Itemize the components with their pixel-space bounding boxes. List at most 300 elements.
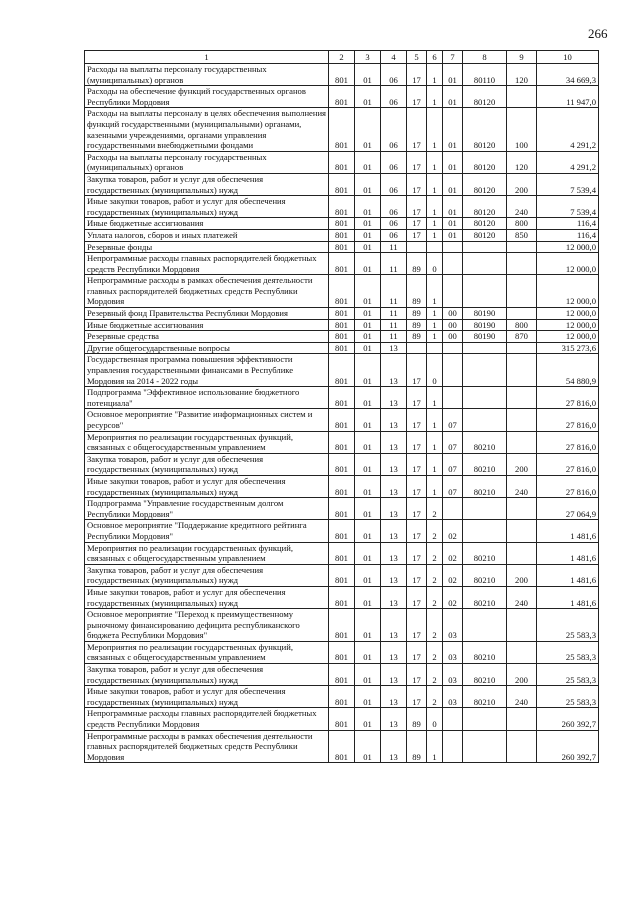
cell-section: 01 [355, 108, 381, 151]
cell-direction: 80120 [463, 218, 507, 230]
cell-name: Основное мероприятие "Поддержание кредитного рейтинга Республики Мордовия" [85, 520, 329, 542]
cell-subprogram: 1 [427, 409, 443, 431]
cell-program: 17 [407, 86, 427, 108]
cell-name: Иные закупки товаров, работ и услуг для обеспечения государственных (муниципальных) нужд [85, 686, 329, 708]
cell-ministry: 801 [329, 498, 355, 520]
cell-direction [463, 409, 507, 431]
cell-amount: 1 481,6 [537, 520, 599, 542]
cell-subprogram: 1 [427, 730, 443, 763]
cell-expense-type: 120 [507, 64, 537, 86]
cell-direction: 80190 [463, 331, 507, 343]
cell-name: Другие общегосударственные вопросы [85, 342, 329, 354]
cell-ministry: 801 [329, 453, 355, 475]
cell-subprogram: 1 [427, 64, 443, 86]
table-row [85, 730, 599, 763]
cell-section: 01 [355, 564, 381, 586]
cell-section: 01 [355, 241, 381, 253]
cell-program: 17 [407, 64, 427, 86]
cell-activity: 07 [443, 453, 463, 475]
table-row [85, 308, 599, 320]
cell-program: 17 [407, 609, 427, 642]
table-row [85, 331, 599, 343]
cell-ministry: 801 [329, 387, 355, 409]
table-row [85, 173, 599, 195]
cell-name: Мероприятия по реализации государственных функций, связанных с общегосударственным управлением [85, 431, 329, 453]
page-number: 266 [588, 26, 608, 41]
cell-subsection: 06 [381, 218, 407, 230]
cell-direction [463, 354, 507, 387]
cell-direction [463, 253, 507, 275]
cell-expense-type [507, 86, 537, 108]
cell-section: 01 [355, 664, 381, 686]
cell-subprogram: 2 [427, 664, 443, 686]
cell-expense-type [507, 431, 537, 453]
cell-activity [443, 342, 463, 354]
cell-ministry: 801 [329, 409, 355, 431]
cell-direction: 80190 [463, 308, 507, 320]
cell-program: 89 [407, 319, 427, 331]
cell-direction: 80210 [463, 664, 507, 686]
cell-subsection: 13 [381, 686, 407, 708]
cell-activity [443, 354, 463, 387]
cell-ministry: 801 [329, 342, 355, 354]
cell-section: 01 [355, 708, 381, 730]
cell-subprogram: 2 [427, 564, 443, 586]
column-header: 3 [355, 51, 381, 64]
cell-amount: 4 291,2 [537, 151, 599, 173]
cell-subsection: 13 [381, 498, 407, 520]
cell-ministry: 801 [329, 196, 355, 218]
cell-subsection: 13 [381, 542, 407, 564]
cell-ministry: 801 [329, 564, 355, 586]
cell-subprogram [427, 241, 443, 253]
cell-section: 01 [355, 498, 381, 520]
cell-amount: 12 000,0 [537, 319, 599, 331]
cell-amount: 25 583,3 [537, 664, 599, 686]
cell-subprogram: 1 [427, 308, 443, 320]
cell-section: 01 [355, 354, 381, 387]
table-row [85, 686, 599, 708]
cell-activity: 02 [443, 542, 463, 564]
cell-expense-type [507, 708, 537, 730]
cell-subprogram: 1 [427, 108, 443, 151]
cell-subsection: 13 [381, 520, 407, 542]
cell-subsection: 11 [381, 331, 407, 343]
cell-ministry: 801 [329, 86, 355, 108]
cell-expense-type: 240 [507, 586, 537, 608]
table-row [85, 609, 599, 642]
cell-name: Резервные фонды [85, 241, 329, 253]
cell-subprogram: 2 [427, 686, 443, 708]
cell-program: 17 [407, 520, 427, 542]
cell-name: Мероприятия по реализации государственных функций, связанных с общегосударственным управлением [85, 542, 329, 564]
table-row [85, 229, 599, 241]
cell-direction: 80210 [463, 564, 507, 586]
cell-ministry: 801 [329, 586, 355, 608]
cell-subsection: 13 [381, 586, 407, 608]
cell-program: 17 [407, 686, 427, 708]
cell-direction: 80210 [463, 475, 507, 497]
cell-subprogram: 0 [427, 354, 443, 387]
cell-program: 89 [407, 331, 427, 343]
cell-program: 17 [407, 229, 427, 241]
table-row [85, 86, 599, 108]
cell-amount: 27 064,9 [537, 498, 599, 520]
cell-activity: 07 [443, 475, 463, 497]
cell-amount: 25 583,3 [537, 609, 599, 642]
cell-subprogram: 1 [427, 151, 443, 173]
table-row [85, 218, 599, 230]
cell-direction [463, 730, 507, 763]
cell-ministry: 801 [329, 664, 355, 686]
cell-expense-type [507, 275, 537, 308]
cell-direction: 80120 [463, 196, 507, 218]
cell-subsection: 13 [381, 664, 407, 686]
cell-section: 01 [355, 196, 381, 218]
cell-name: Непрограммные расходы в рамках обеспечения деятельности главных распорядителей бюджетных средств Республики Мордовия [85, 730, 329, 763]
cell-name: Иные закупки товаров, работ и услуг для обеспечения государственных (муниципальных) нужд [85, 586, 329, 608]
cell-section: 01 [355, 609, 381, 642]
cell-direction: 80110 [463, 64, 507, 86]
cell-direction: 80120 [463, 86, 507, 108]
cell-amount: 27 816,0 [537, 409, 599, 431]
cell-program: 17 [407, 218, 427, 230]
table-row [85, 664, 599, 686]
cell-activity: 03 [443, 609, 463, 642]
cell-expense-type [507, 342, 537, 354]
cell-activity: 07 [443, 431, 463, 453]
table-row [85, 586, 599, 608]
table-row [85, 564, 599, 586]
cell-subprogram: 1 [427, 431, 443, 453]
column-header: 7 [443, 51, 463, 64]
cell-direction [463, 275, 507, 308]
cell-subsection: 11 [381, 275, 407, 308]
cell-name: Непрограммные расходы в рамках обеспечения деятельности главных распорядителей бюджетных средств Республики Мордовия [85, 275, 329, 308]
table-row [85, 64, 599, 86]
cell-subsection: 11 [381, 308, 407, 320]
cell-name: Непрограммные расходы главных распорядителей бюджетных средств Республики Мордовия [85, 708, 329, 730]
cell-activity [443, 708, 463, 730]
cell-section: 01 [355, 342, 381, 354]
cell-section: 01 [355, 520, 381, 542]
cell-expense-type: 870 [507, 331, 537, 343]
table-row [85, 108, 599, 151]
cell-amount: 12 000,0 [537, 308, 599, 320]
cell-program: 89 [407, 708, 427, 730]
table-row [85, 151, 599, 173]
cell-expense-type: 120 [507, 151, 537, 173]
cell-activity: 01 [443, 64, 463, 86]
cell-section: 01 [355, 431, 381, 453]
cell-name: Иные закупки товаров, работ и услуг для обеспечения государственных (муниципальных) нужд [85, 475, 329, 497]
cell-name: Резервные средства [85, 331, 329, 343]
cell-subsection: 13 [381, 342, 407, 354]
cell-activity: 03 [443, 641, 463, 663]
cell-activity: 02 [443, 564, 463, 586]
cell-amount: 27 816,0 [537, 431, 599, 453]
column-header: 6 [427, 51, 443, 64]
cell-direction [463, 708, 507, 730]
table-row [85, 409, 599, 431]
table-row [85, 387, 599, 409]
cell-amount: 116,4 [537, 218, 599, 230]
cell-amount: 1 481,6 [537, 542, 599, 564]
cell-section: 01 [355, 173, 381, 195]
cell-subsection: 13 [381, 453, 407, 475]
column-header: 1 [85, 51, 329, 64]
cell-amount: 260 392,7 [537, 730, 599, 763]
cell-name: Закупка товаров, работ и услуг для обеспечения государственных (муниципальных) нужд [85, 173, 329, 195]
cell-ministry: 801 [329, 354, 355, 387]
cell-activity: 00 [443, 308, 463, 320]
cell-section: 01 [355, 229, 381, 241]
cell-program: 17 [407, 453, 427, 475]
cell-subprogram [427, 342, 443, 354]
table-row [85, 342, 599, 354]
cell-ministry: 801 [329, 173, 355, 195]
cell-expense-type: 800 [507, 319, 537, 331]
cell-activity [443, 275, 463, 308]
cell-ministry: 801 [329, 686, 355, 708]
cell-program: 89 [407, 308, 427, 320]
cell-subprogram: 2 [427, 641, 443, 663]
cell-amount: 116,4 [537, 229, 599, 241]
cell-amount: 12 000,0 [537, 241, 599, 253]
cell-direction [463, 498, 507, 520]
cell-program: 17 [407, 498, 427, 520]
cell-activity: 07 [443, 409, 463, 431]
cell-program: 17 [407, 641, 427, 663]
cell-name: Закупка товаров, работ и услуг для обеспечения государственных (муниципальных) нужд [85, 664, 329, 686]
cell-subsection: 06 [381, 229, 407, 241]
cell-ministry: 801 [329, 308, 355, 320]
cell-direction: 80120 [463, 173, 507, 195]
cell-ministry: 801 [329, 241, 355, 253]
cell-section: 01 [355, 64, 381, 86]
column-header: 2 [329, 51, 355, 64]
cell-section: 01 [355, 387, 381, 409]
cell-expense-type [507, 520, 537, 542]
cell-ministry: 801 [329, 609, 355, 642]
cell-expense-type: 200 [507, 664, 537, 686]
cell-activity: 01 [443, 108, 463, 151]
cell-activity [443, 387, 463, 409]
cell-section: 01 [355, 409, 381, 431]
cell-expense-type: 200 [507, 453, 537, 475]
cell-subsection: 11 [381, 253, 407, 275]
column-header: 4 [381, 51, 407, 64]
cell-subsection: 13 [381, 475, 407, 497]
cell-direction [463, 241, 507, 253]
cell-ministry: 801 [329, 431, 355, 453]
cell-activity [443, 730, 463, 763]
cell-amount: 315 273,6 [537, 342, 599, 354]
cell-ministry: 801 [329, 542, 355, 564]
cell-program: 17 [407, 664, 427, 686]
cell-direction [463, 342, 507, 354]
column-header: 9 [507, 51, 537, 64]
cell-name: Иные бюджетные ассигнования [85, 319, 329, 331]
cell-program: 17 [407, 196, 427, 218]
cell-section: 01 [355, 151, 381, 173]
cell-amount: 1 481,6 [537, 586, 599, 608]
cell-subsection: 13 [381, 708, 407, 730]
cell-subprogram: 1 [427, 86, 443, 108]
cell-subsection: 13 [381, 431, 407, 453]
cell-program: 17 [407, 108, 427, 151]
cell-ministry: 801 [329, 331, 355, 343]
cell-activity: 01 [443, 196, 463, 218]
cell-program: 89 [407, 253, 427, 275]
cell-subprogram: 1 [427, 196, 443, 218]
cell-activity: 01 [443, 86, 463, 108]
cell-ministry: 801 [329, 641, 355, 663]
cell-expense-type [507, 498, 537, 520]
cell-expense-type: 200 [507, 173, 537, 195]
cell-name: Резервный фонд Правительства Республики Мордовия [85, 308, 329, 320]
cell-subprogram: 1 [427, 173, 443, 195]
cell-expense-type [507, 241, 537, 253]
cell-expense-type: 240 [507, 475, 537, 497]
cell-direction: 80120 [463, 229, 507, 241]
cell-subprogram: 2 [427, 542, 443, 564]
column-header: 10 [537, 51, 599, 64]
cell-program: 89 [407, 730, 427, 763]
budget-table [84, 50, 599, 763]
cell-expense-type [507, 253, 537, 275]
cell-amount: 27 816,0 [537, 453, 599, 475]
cell-subsection: 11 [381, 241, 407, 253]
cell-subprogram: 1 [427, 218, 443, 230]
cell-name: Иные бюджетные ассигнования [85, 218, 329, 230]
cell-program: 17 [407, 409, 427, 431]
cell-program: 17 [407, 431, 427, 453]
cell-expense-type: 240 [507, 686, 537, 708]
table-row [85, 241, 599, 253]
table-row [85, 708, 599, 730]
table-row [85, 431, 599, 453]
cell-section: 01 [355, 641, 381, 663]
cell-name: Расходы на выплаты персоналу в целях обеспечения выполнения функций государственными (муниципальными) органами, казенными учреждениями, органами управления государственными внебюджетными фондами [85, 108, 329, 151]
cell-amount: 7 539,4 [537, 196, 599, 218]
cell-direction [463, 520, 507, 542]
cell-subsection: 06 [381, 173, 407, 195]
cell-name: Закупка товаров, работ и услуг для обеспечения государственных (муниципальных) нужд [85, 453, 329, 475]
cell-subsection: 06 [381, 64, 407, 86]
cell-amount: 54 880,9 [537, 354, 599, 387]
cell-ministry: 801 [329, 218, 355, 230]
cell-subsection: 06 [381, 86, 407, 108]
cell-ministry: 801 [329, 520, 355, 542]
cell-name: Расходы на обеспечение функций государственных органов Республики Мордовия [85, 86, 329, 108]
cell-ministry: 801 [329, 319, 355, 331]
cell-subprogram: 0 [427, 253, 443, 275]
cell-amount: 1 481,6 [537, 564, 599, 586]
cell-ministry: 801 [329, 229, 355, 241]
cell-subsection: 13 [381, 387, 407, 409]
cell-amount: 12 000,0 [537, 253, 599, 275]
cell-section: 01 [355, 253, 381, 275]
cell-subsection: 06 [381, 151, 407, 173]
cell-ministry: 801 [329, 253, 355, 275]
cell-direction: 80210 [463, 686, 507, 708]
cell-activity: 03 [443, 686, 463, 708]
cell-amount: 27 816,0 [537, 475, 599, 497]
cell-program: 17 [407, 475, 427, 497]
cell-section: 01 [355, 730, 381, 763]
cell-section: 01 [355, 686, 381, 708]
cell-program: 89 [407, 275, 427, 308]
cell-section: 01 [355, 542, 381, 564]
table-body [85, 64, 599, 763]
cell-name: Расходы на выплаты персоналу государственных (муниципальных) органов [85, 151, 329, 173]
cell-amount: 27 816,0 [537, 387, 599, 409]
cell-subsection: 06 [381, 196, 407, 218]
cell-program: 17 [407, 564, 427, 586]
cell-ministry: 801 [329, 108, 355, 151]
cell-amount: 12 000,0 [537, 331, 599, 343]
cell-section: 01 [355, 586, 381, 608]
cell-expense-type: 800 [507, 218, 537, 230]
cell-expense-type: 100 [507, 108, 537, 151]
cell-activity: 01 [443, 229, 463, 241]
cell-activity: 02 [443, 586, 463, 608]
cell-subsection: 13 [381, 609, 407, 642]
cell-subsection: 13 [381, 641, 407, 663]
cell-direction: 80190 [463, 319, 507, 331]
cell-subprogram: 2 [427, 498, 443, 520]
cell-section: 01 [355, 453, 381, 475]
cell-name: Подпрограмма "Управление государственным долгом Республики Мордовия" [85, 498, 329, 520]
table-row [85, 475, 599, 497]
cell-activity: 00 [443, 319, 463, 331]
cell-subprogram: 1 [427, 229, 443, 241]
cell-direction: 80210 [463, 542, 507, 564]
cell-name: Иные закупки товаров, работ и услуг для обеспечения государственных (муниципальных) нужд [85, 196, 329, 218]
cell-activity: 01 [443, 151, 463, 173]
cell-amount: 260 392,7 [537, 708, 599, 730]
cell-subprogram: 1 [427, 387, 443, 409]
cell-direction: 80210 [463, 641, 507, 663]
table-row [85, 453, 599, 475]
cell-subprogram: 0 [427, 708, 443, 730]
cell-direction: 80120 [463, 151, 507, 173]
cell-expense-type: 200 [507, 564, 537, 586]
cell-subprogram: 2 [427, 520, 443, 542]
cell-activity [443, 498, 463, 520]
cell-expense-type: 240 [507, 196, 537, 218]
cell-ministry: 801 [329, 708, 355, 730]
cell-subsection: 06 [381, 108, 407, 151]
cell-subprogram: 2 [427, 586, 443, 608]
cell-program: 17 [407, 354, 427, 387]
column-header: 5 [407, 51, 427, 64]
table-row [85, 542, 599, 564]
table-row [85, 498, 599, 520]
cell-expense-type [507, 409, 537, 431]
cell-subsection: 13 [381, 730, 407, 763]
cell-direction [463, 387, 507, 409]
cell-program: 17 [407, 151, 427, 173]
table-row [85, 641, 599, 663]
cell-subprogram: 1 [427, 453, 443, 475]
table-row [85, 253, 599, 275]
cell-expense-type [507, 730, 537, 763]
cell-activity [443, 253, 463, 275]
cell-section: 01 [355, 218, 381, 230]
cell-activity: 01 [443, 173, 463, 195]
